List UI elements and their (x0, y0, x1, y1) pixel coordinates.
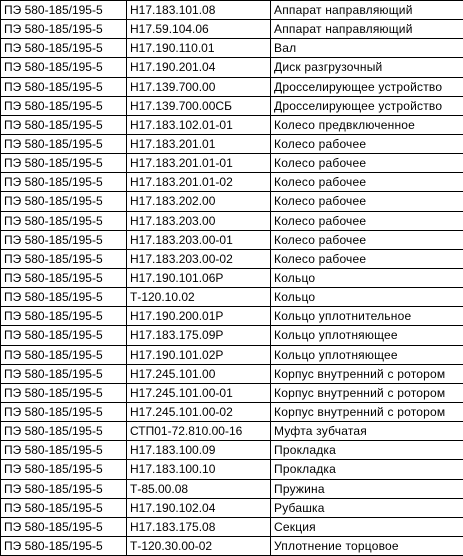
table-row (1, 20, 463, 39)
table-row (1, 154, 463, 173)
table-row (1, 441, 463, 460)
part-number-cell[interactable]: Н17.183.201.01-02 (127, 173, 271, 192)
part-number-cell[interactable]: Н17.183.101.08 (127, 1, 271, 20)
pump-model-cell[interactable]: ПЭ 580-185/195-5 (1, 39, 127, 58)
pump-model-cell[interactable]: ПЭ 580-185/195-5 (1, 536, 127, 555)
part-name-cell[interactable]: Корпус внутренний с ротором (271, 402, 463, 421)
part-name-cell[interactable]: Колесо рабочее (271, 211, 463, 230)
table-row (1, 536, 463, 555)
pump-model-cell[interactable]: ПЭ 580-185/195-5 (1, 249, 127, 268)
table-row (1, 422, 463, 441)
table-row (1, 402, 463, 421)
table-row (1, 498, 463, 517)
part-number-cell[interactable]: Н17.190.110.01 (127, 39, 271, 58)
pump-model-cell[interactable]: ПЭ 580-185/195-5 (1, 345, 127, 364)
part-name-cell[interactable]: Колесо рабочее (271, 249, 463, 268)
table-row (1, 345, 463, 364)
part-name-cell[interactable]: Прокладка (271, 441, 463, 460)
part-number-cell[interactable]: Н17.190.200.01Р (127, 307, 271, 326)
part-name-cell[interactable]: Секция (271, 517, 463, 536)
part-number-cell[interactable]: Н17.139.700.00СБ (127, 96, 271, 115)
part-number-cell[interactable]: Н17.183.203.00-01 (127, 230, 271, 249)
part-name-cell[interactable]: Кольцо уплотняющее (271, 326, 463, 345)
table-row (1, 58, 463, 77)
part-number-cell[interactable]: Н17.190.201.04 (127, 58, 271, 77)
part-name-cell[interactable]: Колесо рабочее (271, 173, 463, 192)
table-row (1, 288, 463, 307)
part-name-cell[interactable]: Колесо рабочее (271, 154, 463, 173)
table-row (1, 39, 463, 58)
part-number-cell[interactable]: Н17.183.201.01 (127, 134, 271, 153)
table-row (1, 460, 463, 479)
pump-model-cell[interactable]: ПЭ 580-185/195-5 (1, 96, 127, 115)
table-row (1, 115, 463, 134)
part-name-cell[interactable]: Аппарат направляющий (271, 20, 463, 39)
part-number-cell[interactable]: Н17.190.101.06Р (127, 268, 271, 287)
part-name-cell[interactable]: Дросселирующее устройство (271, 96, 463, 115)
table-row (1, 77, 463, 96)
part-name-cell[interactable]: Корпус внутренний с ротором (271, 383, 463, 402)
table-row (1, 268, 463, 287)
table-row (1, 134, 463, 153)
part-number-cell[interactable]: Н17.183.100.10 (127, 460, 271, 479)
table-row (1, 326, 463, 345)
part-number-cell[interactable]: Н17.245.101.00-02 (127, 402, 271, 421)
part-number-cell[interactable]: Н17.190.102.04 (127, 498, 271, 517)
part-name-cell[interactable]: Дросселирующее устройство (271, 77, 463, 96)
part-number-cell[interactable]: Н17.183.102.01-01 (127, 115, 271, 134)
table-row (1, 517, 463, 536)
pump-model-cell[interactable]: ПЭ 580-185/195-5 (1, 460, 127, 479)
part-name-cell[interactable]: Колесо рабочее (271, 230, 463, 249)
pump-model-cell[interactable]: ПЭ 580-185/195-5 (1, 479, 127, 498)
pump-model-cell[interactable]: ПЭ 580-185/195-5 (1, 326, 127, 345)
pump-model-cell[interactable]: ПЭ 580-185/195-5 (1, 77, 127, 96)
part-number-cell[interactable]: Н17.245.101.00-01 (127, 383, 271, 402)
part-name-cell[interactable]: Корпус внутренний с ротором (271, 364, 463, 383)
table-row (1, 230, 463, 249)
table-row (1, 383, 463, 402)
part-name-cell[interactable]: Кольцо (271, 288, 463, 307)
pump-model-cell[interactable]: ПЭ 580-185/195-5 (1, 517, 127, 536)
part-number-cell[interactable]: Н17.190.101.02Р (127, 345, 271, 364)
pump-model-cell[interactable]: ПЭ 580-185/195-5 (1, 498, 127, 517)
part-name-cell[interactable]: Уплотнение торцовое (271, 536, 463, 555)
part-number-cell[interactable]: Н17.183.100.09 (127, 441, 271, 460)
table-row (1, 364, 463, 383)
pump-model-cell[interactable]: ПЭ 580-185/195-5 (1, 383, 127, 402)
table-row (1, 249, 463, 268)
part-number-cell[interactable]: Т-120.10.02 (127, 288, 271, 307)
pump-model-cell[interactable]: ПЭ 580-185/195-5 (1, 441, 127, 460)
part-number-cell[interactable]: Н17.183.203.00-02 (127, 249, 271, 268)
pump-model-cell[interactable]: ПЭ 580-185/195-5 (1, 192, 127, 211)
part-name-cell[interactable]: Пружина (271, 479, 463, 498)
pump-model-cell[interactable]: ПЭ 580-185/195-5 (1, 268, 127, 287)
table-row (1, 211, 463, 230)
table-row (1, 307, 463, 326)
part-name-cell[interactable]: Аппарат направляющий (271, 1, 463, 20)
table-row (1, 479, 463, 498)
part-name-cell[interactable]: Кольцо уплотняющее (271, 345, 463, 364)
part-name-cell[interactable]: Муфта зубчатая (271, 422, 463, 441)
part-name-cell[interactable]: Прокладка (271, 460, 463, 479)
pump-model-cell[interactable]: ПЭ 580-185/195-5 (1, 173, 127, 192)
part-number-cell[interactable]: Н17.183.175.08 (127, 517, 271, 536)
part-number-cell[interactable]: Н17.183.203.00 (127, 211, 271, 230)
part-name-cell[interactable]: Колесо рабочее (271, 134, 463, 153)
table-row (1, 1, 463, 20)
pump-model-cell[interactable]: ПЭ 580-185/195-5 (1, 154, 127, 173)
part-name-cell[interactable]: Кольцо уплотнительное (271, 307, 463, 326)
pump-model-cell[interactable]: ПЭ 580-185/195-5 (1, 1, 127, 20)
pump-model-cell[interactable]: ПЭ 580-185/195-5 (1, 307, 127, 326)
table-row (1, 192, 463, 211)
part-name-cell[interactable]: Кольцо (271, 268, 463, 287)
part-name-cell[interactable]: Диск разгрузочный (271, 58, 463, 77)
part-number-cell[interactable]: Н17.59.104.06 (127, 20, 271, 39)
part-number-cell[interactable]: Н17.183.175.09Р (127, 326, 271, 345)
pump-model-cell[interactable]: ПЭ 580-185/195-5 (1, 364, 127, 383)
pump-model-cell[interactable]: ПЭ 580-185/195-5 (1, 20, 127, 39)
table-row (1, 173, 463, 192)
part-number-cell[interactable]: Н17.183.201.01-01 (127, 154, 271, 173)
part-number-cell[interactable]: Т-85.00.08 (127, 479, 271, 498)
part-number-cell[interactable]: Т-120.30.00-02 (127, 536, 271, 555)
part-number-cell[interactable]: Н17.183.202.00 (127, 192, 271, 211)
pump-model-cell[interactable]: ПЭ 580-185/195-5 (1, 211, 127, 230)
pump-model-cell[interactable]: ПЭ 580-185/195-5 (1, 288, 127, 307)
parts-table-body (1, 1, 463, 556)
part-name-cell[interactable]: Вал (271, 39, 463, 58)
pump-model-cell[interactable]: ПЭ 580-185/195-5 (1, 134, 127, 153)
part-number-cell[interactable]: Н17.245.101.00 (127, 364, 271, 383)
table-row (1, 96, 463, 115)
pump-model-cell[interactable]: ПЭ 580-185/195-5 (1, 402, 127, 421)
pump-model-cell[interactable]: ПЭ 580-185/195-5 (1, 115, 127, 134)
part-number-cell[interactable]: Н17.139.700.00 (127, 77, 271, 96)
part-number-cell[interactable]: СТП01-72.810.00-16 (127, 422, 271, 441)
pump-model-cell[interactable]: ПЭ 580-185/195-5 (1, 230, 127, 249)
part-name-cell[interactable]: Рубашка (271, 498, 463, 517)
pump-model-cell[interactable]: ПЭ 580-185/195-5 (1, 422, 127, 441)
part-name-cell[interactable]: Колесо рабочее (271, 192, 463, 211)
pump-model-cell[interactable]: ПЭ 580-185/195-5 (1, 58, 127, 77)
part-name-cell[interactable]: Колесо предвключенное (271, 115, 463, 134)
